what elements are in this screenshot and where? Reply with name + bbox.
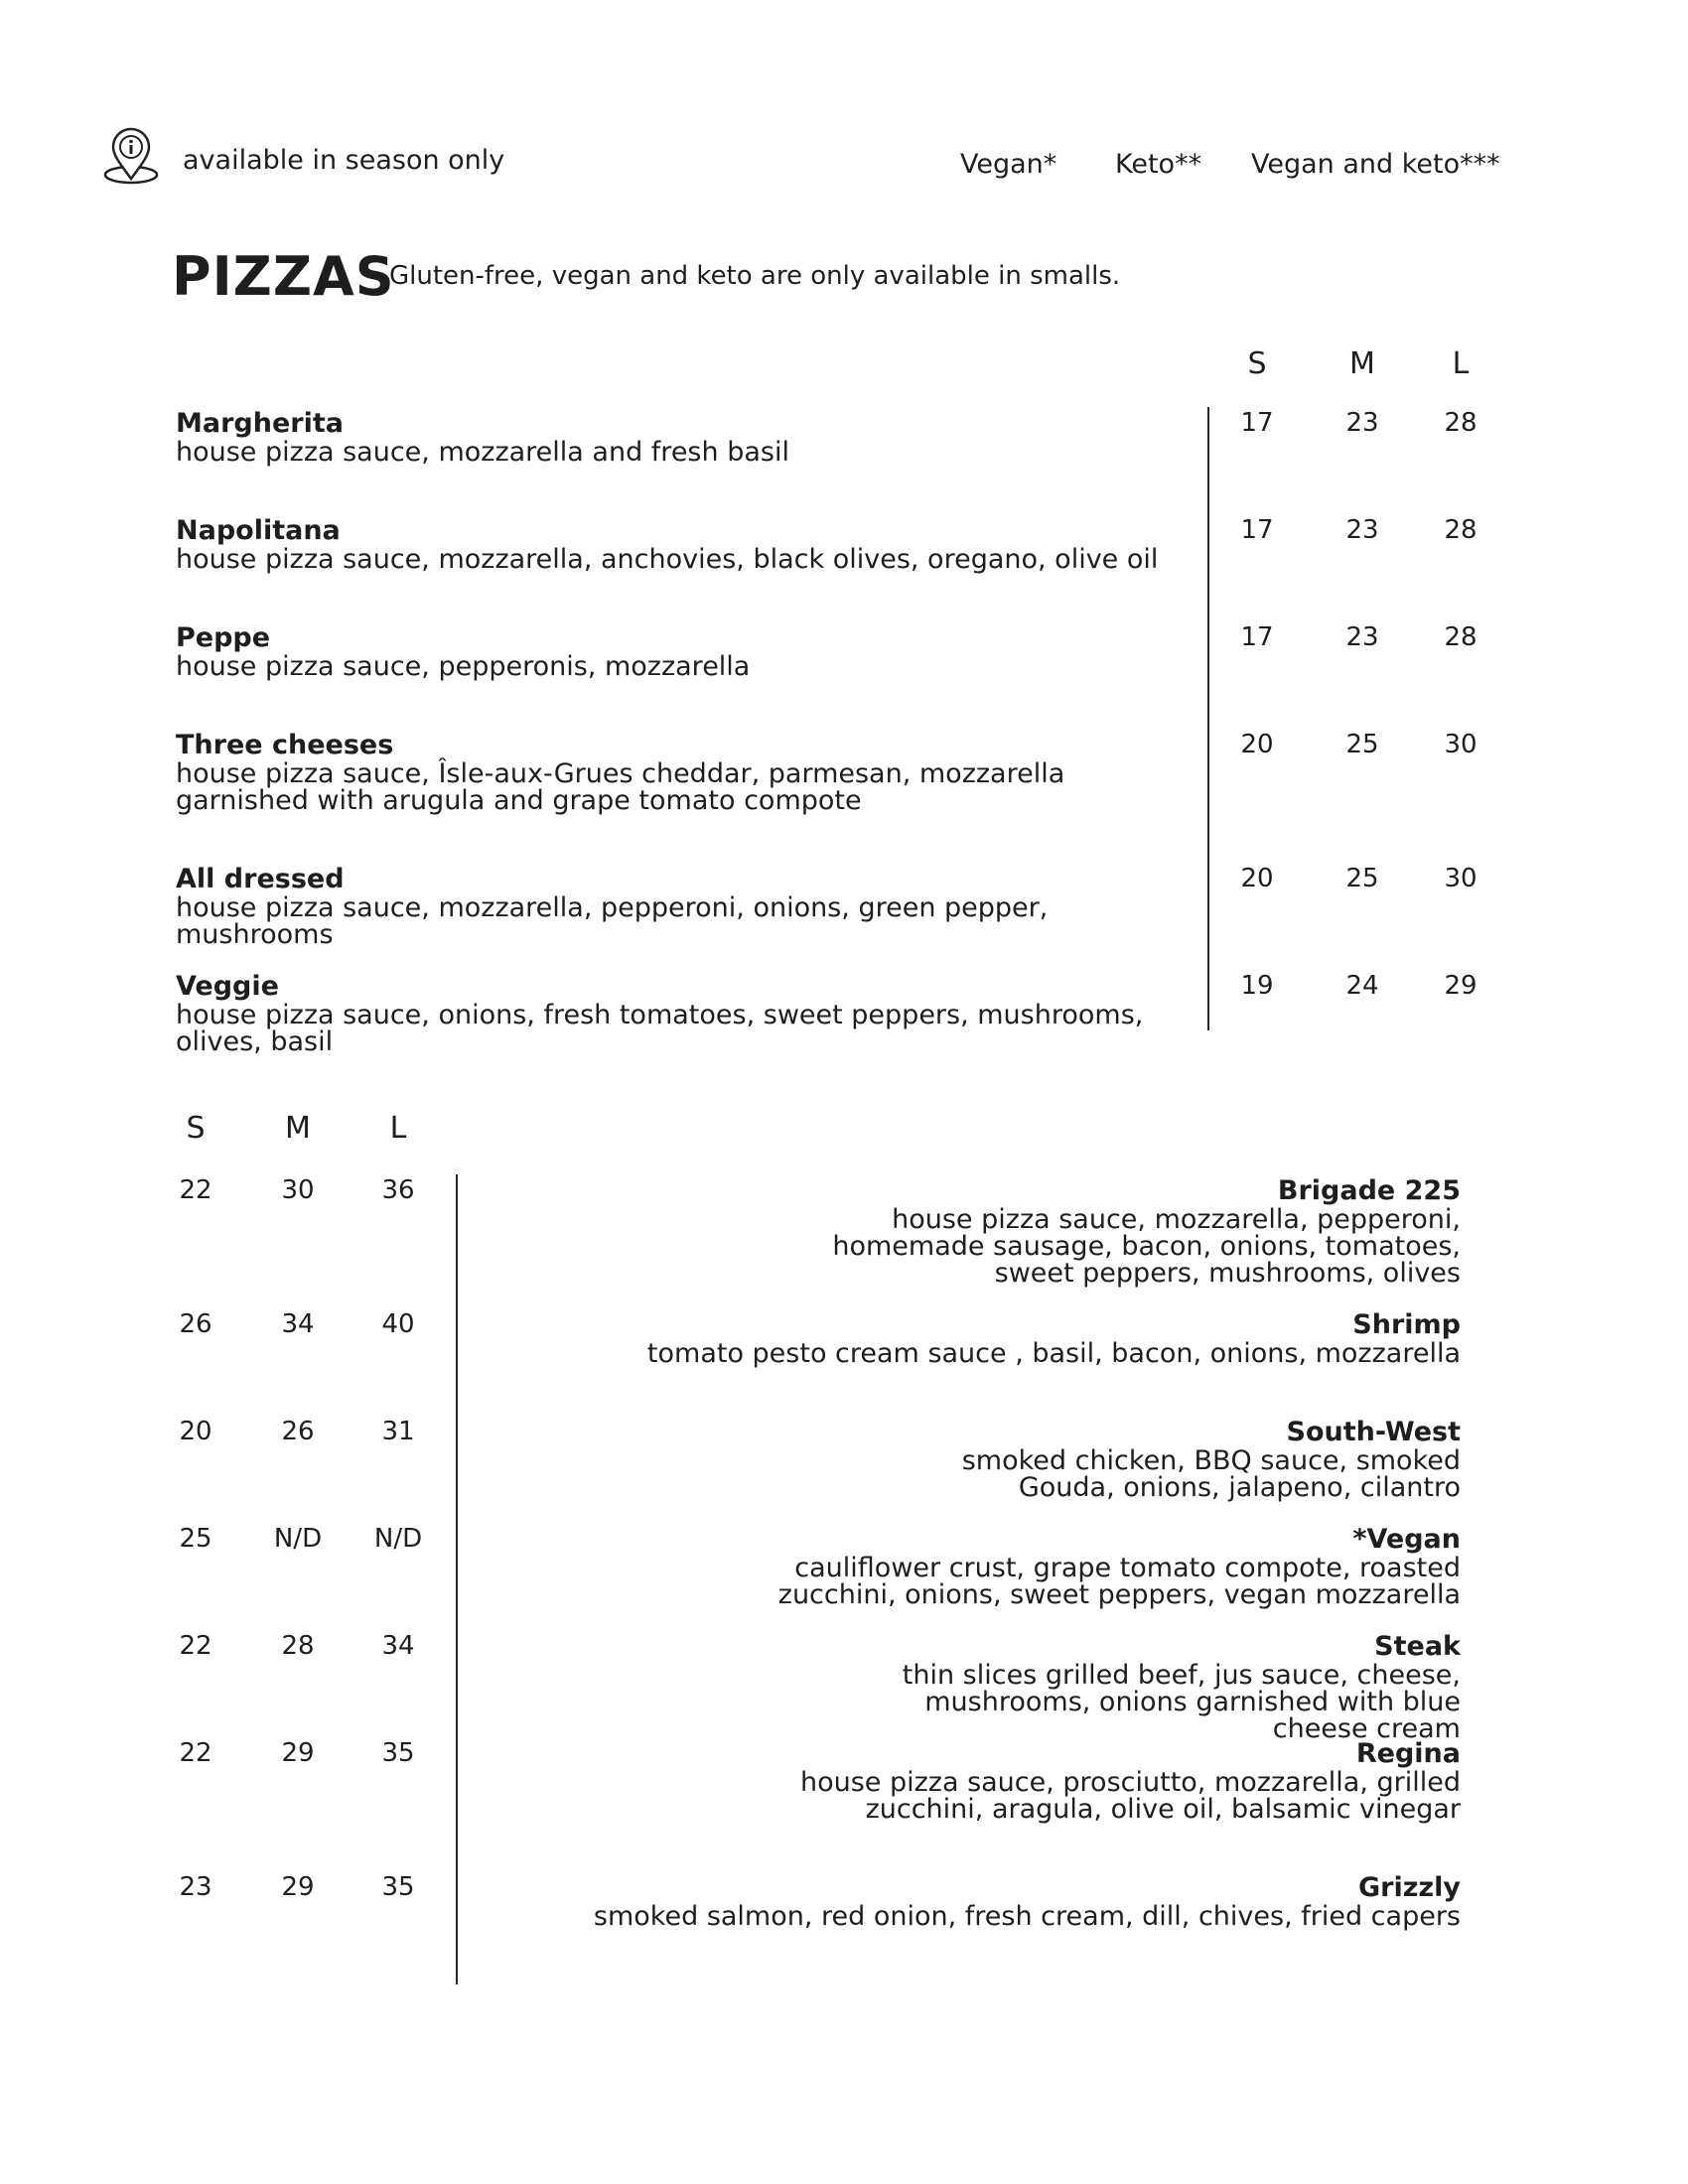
price-small: 22 xyxy=(179,1631,212,1661)
item-name: *Vegan xyxy=(1352,1524,1461,1555)
item-description: house pizza sauce, onions, fresh tomatoes, sweet peppers, mushrooms, olives, basil xyxy=(176,999,1144,1057)
price-small: 23 xyxy=(179,1872,212,1902)
price-small: 20 xyxy=(1240,864,1274,893)
price-divider-upper xyxy=(1207,407,1209,1030)
menu-item xyxy=(567,1873,1461,1930)
price-medium: N/D xyxy=(273,1524,323,1554)
price-small: 19 xyxy=(1240,971,1274,1001)
menu-item xyxy=(176,516,1189,573)
menu-item xyxy=(567,1525,1461,1608)
size-header-small: S xyxy=(186,1111,206,1146)
size-header-small: S xyxy=(1247,346,1267,381)
item-name: Three cheeses xyxy=(176,730,394,760)
price-large: 34 xyxy=(381,1631,415,1661)
price-medium: 28 xyxy=(281,1631,315,1661)
price-large: 30 xyxy=(1444,864,1477,893)
size-header-large: L xyxy=(389,1111,407,1146)
price-small: 17 xyxy=(1240,622,1274,652)
price-small: 17 xyxy=(1240,515,1274,545)
price-medium: 23 xyxy=(1345,515,1379,545)
menu-item xyxy=(176,972,1189,1055)
item-name: Steak xyxy=(1374,1631,1461,1662)
item-description: cauliflower crust, grape tomato compote, roasted zucchini, onions, sweet peppers, vegan mozzarella xyxy=(777,1552,1461,1610)
item-name: Napolitana xyxy=(176,515,341,546)
size-header-medium: M xyxy=(1349,346,1375,381)
in-season-legend-label: available in season only xyxy=(183,145,505,176)
item-name: Veggie xyxy=(176,971,279,1002)
price-large: 40 xyxy=(381,1309,415,1339)
item-name: Shrimp xyxy=(1352,1309,1461,1340)
item-description: house pizza sauce, mozzarella, pepperoni, onions, green pepper, mushrooms xyxy=(176,891,1049,950)
item-name: Margherita xyxy=(176,408,344,439)
price-large: 28 xyxy=(1444,515,1477,545)
price-large: 35 xyxy=(381,1738,415,1768)
size-header-large: L xyxy=(1452,346,1470,381)
menu-item xyxy=(176,409,1189,466)
item-description: house pizza sauce, pepperonis, mozzarella xyxy=(176,650,751,682)
price-medium: 24 xyxy=(1345,971,1379,1001)
price-large: 28 xyxy=(1444,408,1477,438)
price-small: 20 xyxy=(1240,730,1274,759)
item-description: house pizza sauce, mozzarella, anchovies, black olives, oregano, olive oil xyxy=(176,543,1159,575)
size-header-medium: M xyxy=(285,1111,311,1146)
price-small: 20 xyxy=(179,1417,212,1446)
price-medium: 23 xyxy=(1345,408,1379,438)
menu-item xyxy=(176,623,1189,680)
item-description: smoked salmon, red onion, fresh cream, dill, chives, fried capers xyxy=(593,1900,1461,1932)
price-medium: 34 xyxy=(281,1309,315,1339)
price-divider-lower xyxy=(456,1174,458,1984)
item-description: house pizza sauce, mozzarella, pepperoni, homemade sausage, bacon, onions, tomatoes, sweet peppers, mushrooms, olives xyxy=(832,1203,1461,1289)
item-name: Brigade 225 xyxy=(1277,1175,1461,1206)
item-description: thin slices grilled beef, jus sauce, cheese, mushrooms, onions garnished with blue cheese cream xyxy=(902,1659,1461,1744)
section-note: Gluten-free, vegan and keto are only available in smalls. xyxy=(389,261,1121,291)
menu-item xyxy=(567,1632,1461,1742)
price-small: 25 xyxy=(179,1524,212,1554)
vegan-legend: Vegan* xyxy=(960,149,1057,180)
item-name: All dressed xyxy=(176,864,345,894)
price-medium: 29 xyxy=(281,1872,315,1902)
price-large: 28 xyxy=(1444,622,1477,652)
item-description: smoked chicken, BBQ sauce, smoked Gouda, onions, jalapeno, cilantro xyxy=(961,1444,1461,1503)
menu-item xyxy=(567,1418,1461,1501)
vegan-keto-legend: Vegan and keto*** xyxy=(1251,149,1500,180)
in-season-info-icon xyxy=(101,127,161,187)
item-name: Regina xyxy=(1355,1738,1461,1769)
price-medium: 30 xyxy=(281,1175,315,1205)
price-large: 29 xyxy=(1444,971,1477,1001)
price-large: 31 xyxy=(381,1417,415,1446)
item-description: tomato pesto cream sauce , basil, bacon, onions, mozzarella xyxy=(646,1337,1461,1369)
price-large: 36 xyxy=(381,1175,415,1205)
price-large: N/D xyxy=(373,1524,423,1554)
section-title: PIZZAS xyxy=(172,245,395,308)
price-small: 26 xyxy=(179,1309,212,1339)
price-medium: 25 xyxy=(1345,730,1379,759)
keto-legend: Keto** xyxy=(1115,149,1202,180)
price-medium: 25 xyxy=(1345,864,1379,893)
price-small: 17 xyxy=(1240,408,1274,438)
item-description: house pizza sauce, Îsle-aux-Grues cheddar, parmesan, mozzarella garnished with arugula and grape tomato compote xyxy=(176,757,1065,816)
price-medium: 23 xyxy=(1345,622,1379,652)
price-medium: 29 xyxy=(281,1738,315,1768)
price-small: 22 xyxy=(179,1175,212,1205)
price-large: 30 xyxy=(1444,730,1477,759)
price-small: 22 xyxy=(179,1738,212,1768)
item-name: South-West xyxy=(1286,1417,1461,1447)
item-description: house pizza sauce, mozzarella and fresh basil xyxy=(176,436,789,468)
item-name: Grizzly xyxy=(1357,1872,1461,1903)
item-name: Peppe xyxy=(176,622,271,653)
price-large: 35 xyxy=(381,1872,415,1902)
menu-item xyxy=(567,1739,1461,1823)
price-medium: 26 xyxy=(281,1417,315,1446)
menu-item xyxy=(567,1176,1461,1287)
menu-item xyxy=(176,731,1189,814)
item-description: house pizza sauce, prosciutto, mozzarella, grilled zucchini, aragula, olive oil, balsamic vinegar xyxy=(799,1766,1461,1825)
menu-item xyxy=(567,1310,1461,1367)
menu-item xyxy=(176,865,1189,948)
